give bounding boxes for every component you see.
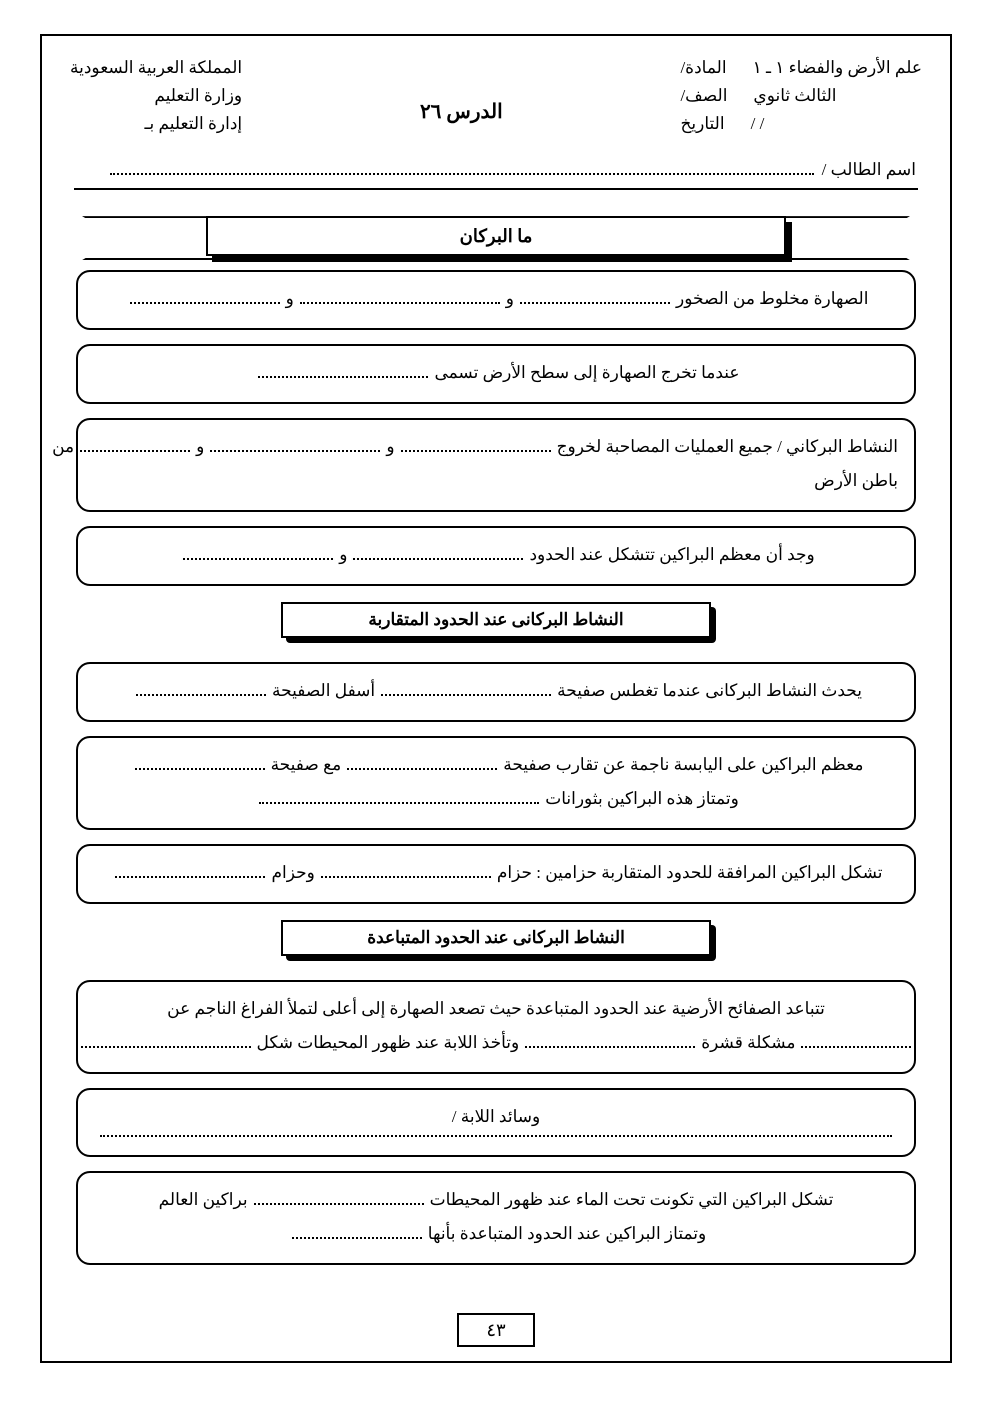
box-lava-pillows (76, 1088, 916, 1157)
lesson-title: الدرس ٢٦ (419, 101, 503, 123)
volcanic-activity-conj-2: و (196, 437, 205, 457)
page-content (42, 36, 950, 1289)
convergent-land-text-3: وتمتاز هذه البراكين بثورانات (545, 789, 739, 809)
box-magma-rocks (76, 270, 916, 330)
ribbon-tail-left-icon (82, 216, 216, 260)
section-divergent (70, 918, 922, 966)
volcanic-activity-text: النشاط البركاني / جميع العمليات المصاحبة لخروج (556, 437, 898, 457)
box-convergent-land-line2 (94, 782, 898, 816)
box-lava-pillows-line2 (94, 1134, 898, 1143)
date-value: / / (750, 114, 765, 134)
magma-rocks-blank-1[interactable] (520, 301, 670, 304)
underwater-blank-2[interactable] (292, 1236, 422, 1239)
kingdom-line: المملكة العربية السعودية (70, 58, 243, 77)
volcanic-activity-tail: من (52, 437, 75, 457)
box-lava-pillows-line1 (94, 1100, 898, 1134)
grade-value: الثالث ثانوي (753, 86, 837, 106)
box-volcanic-activity-line1 (52, 430, 898, 464)
box-convergent-subduction (76, 662, 916, 722)
convergent-belts-text-2: وحزام (271, 863, 315, 883)
page-frame (40, 34, 952, 1363)
ribbon-tail-right-icon (776, 216, 910, 260)
lava-pillows-blank[interactable] (100, 1134, 892, 1137)
volcanic-activity-blank-2[interactable] (210, 449, 380, 452)
box-convergent-belts (76, 844, 916, 904)
title-banner (70, 204, 922, 270)
box-magma-rocks-line (94, 282, 898, 316)
divergent-spreading-blank-2[interactable] (81, 1045, 251, 1048)
header-authority-block (70, 54, 242, 138)
box-magma-surface (76, 344, 916, 404)
box-volcano-boundaries (76, 526, 916, 586)
student-name-row (70, 160, 922, 180)
lava-pillows-text: وسائد اللابة / (451, 1107, 541, 1127)
section-convergent-title: النشاط البركانى عند الحدود المتقاربة (281, 602, 711, 638)
header-grade-line (680, 82, 922, 110)
divergent-spreading-text-2: مشكلة قشرة (701, 1033, 796, 1053)
magma-surface-text: عندما تخرج الصهارة إلى سطح الأرض تسمى (434, 363, 740, 383)
convergent-land-blank-2[interactable] (135, 767, 265, 770)
box-convergent-land-volcanoes (76, 736, 916, 830)
grade-label: الصف/ (680, 86, 728, 106)
header-date-line (680, 110, 922, 138)
box-underwater-line1 (94, 1183, 898, 1217)
box-divergent-spreading-line2 (94, 1026, 898, 1060)
convergent-belts-blank-1[interactable] (321, 875, 491, 878)
ribbon (206, 216, 786, 256)
box-volcanic-activity (52, 418, 916, 512)
volcanic-activity-blank-3[interactable] (80, 449, 190, 452)
section-divergent-title: النشاط البركانى عند الحدود المتباعدة (281, 920, 711, 956)
magma-rocks-blank-3[interactable] (130, 301, 280, 304)
volcanic-activity-conj-1: و (386, 437, 395, 457)
header-subject-block (680, 54, 922, 138)
convergent-belts-text-1: تشكل البراكين المرافقة للحدود المتقاربة حزامين : حزام (496, 863, 883, 883)
convergent-land-blank-3[interactable] (259, 801, 539, 804)
convergent-land-text-2: مع صفيحة (270, 755, 342, 775)
boundaries-blank-2[interactable] (183, 557, 333, 560)
ministry-line: وزارة التعليم (154, 86, 243, 106)
box-volcano-boundaries-line (94, 538, 898, 572)
header-divider (74, 188, 918, 190)
boundaries-text: وجد أن معظم البراكين تتشكل عند الحدود (529, 545, 815, 565)
convergent-land-blank-1[interactable] (347, 767, 497, 770)
box-convergent-subduction-line (94, 674, 898, 708)
underwater-text-3: وتمتاز البراكين عند الحدود المتباعدة بأنها (427, 1224, 707, 1244)
department-line: إدارة التعليم بـ (144, 114, 243, 134)
underwater-text-1: تشكل البراكين التي تكونت تحت الماء عند ظهور المحيطات (429, 1190, 834, 1210)
boundaries-blank-1[interactable] (353, 557, 523, 560)
date-label: التاريخ (680, 114, 725, 134)
box-underwater-volcanoes (76, 1171, 916, 1265)
divergent-spreading-text-3: وتأخذ اللابة عند ظهور المحيطات شكل (256, 1033, 520, 1053)
section-convergent (70, 600, 922, 648)
box-magma-surface-line (94, 356, 898, 390)
magma-rocks-text: الصهارة مخلوط من الصخور (676, 289, 869, 309)
magma-rocks-conj-2: و (285, 289, 294, 309)
banner-title: ما البركان (206, 216, 786, 256)
magma-rocks-conj-1: و (505, 289, 515, 309)
box-divergent-spreading-line1 (94, 992, 898, 1026)
magma-rocks-blank-2[interactable] (300, 301, 500, 304)
divergent-spreading-blank-0[interactable] (801, 1045, 911, 1048)
convergent-belts-blank-2[interactable] (115, 875, 265, 878)
student-name-blank[interactable] (110, 172, 814, 175)
convergent-subduction-text-2: أسفل الصفيحة (272, 681, 376, 701)
convergent-subduction-text-1: يحدث النشاط البركانى عندما تغطس صفيحة (557, 681, 863, 701)
volcanic-activity-text-2: باطن الأرض (814, 471, 898, 491)
box-divergent-spreading (76, 980, 916, 1074)
underwater-text-2: براكين العالم (158, 1190, 248, 1210)
convergent-subduction-blank-1[interactable] (381, 693, 551, 696)
divergent-spreading-text-1: تتباعد الصفائح الأرضية عند الحدود المتباعدة حيث تصعد الصهارة إلى أعلى لتملأ الفراغ الناجم عن (167, 999, 825, 1019)
divergent-spreading-blank-1[interactable] (525, 1045, 695, 1048)
box-volcanic-activity-line2 (94, 464, 898, 498)
convergent-land-text-1: معظم البراكين على اليابسة ناجمة عن تقارب صفيحة (503, 755, 864, 775)
box-convergent-belts-line1 (94, 856, 898, 890)
underwater-blank-1[interactable] (254, 1202, 424, 1205)
student-name-label: اسم الطالب / (821, 160, 916, 180)
convergent-subduction-blank-2[interactable] (136, 693, 266, 696)
page-number: ٤٣ (457, 1313, 535, 1347)
section-convergent-tab (281, 602, 711, 638)
magma-surface-blank[interactable] (258, 375, 428, 378)
subject-label: المادة/ (680, 58, 727, 77)
section-divergent-tab (281, 920, 711, 956)
header-subject-line (680, 54, 922, 82)
document-header (70, 54, 922, 138)
subject-value: علم الأرض والفضاء ١ ـ ١ (752, 58, 922, 77)
box-underwater-line2 (94, 1217, 898, 1251)
volcanic-activity-blank-1[interactable] (401, 449, 551, 452)
boundaries-conj: و (339, 545, 348, 565)
box-convergent-land-line1 (94, 748, 898, 782)
